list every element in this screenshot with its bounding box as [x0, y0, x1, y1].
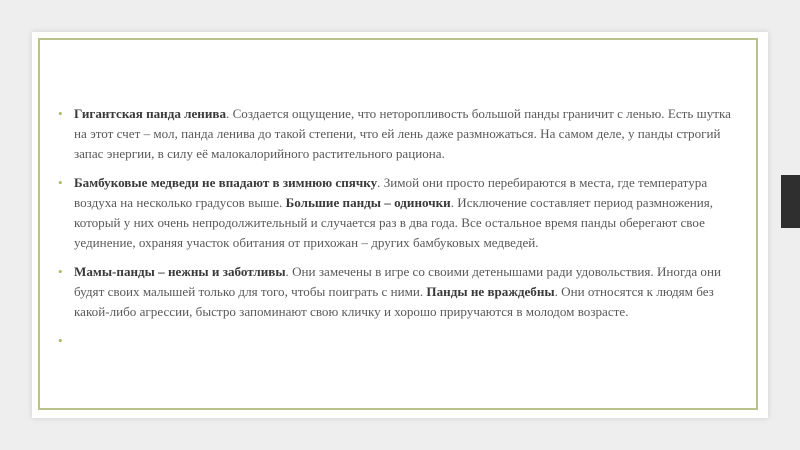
paragraph-text: . Исключение составляет период размножения, который у них очень непродолжительный и случается раз в два года. Все остальное время панды оберегают свое уединение, охраняя участок обитания от прихожан – других бамбуковых медведей.: [74, 195, 714, 250]
paragraph-text: . Зимой они просто перебираются в места, где температура воздуха на несколько градусов выше.: [74, 175, 708, 210]
paragraph-lazy-panda: [58, 104, 734, 164]
bullet-icon: •: [58, 333, 63, 348]
paragraph-subheading: Панды не враждебны: [426, 284, 555, 299]
paragraph-heading: Бамбуковые медведи не впадают в зимнюю спячку: [74, 175, 378, 190]
paragraph-mothers: [58, 262, 734, 322]
paragraph-heading: Мамы-панды – нежны и заботливы: [74, 264, 286, 279]
slide-edge-tab: [781, 175, 800, 228]
slide-content: [58, 104, 734, 360]
paragraph-text: . Создается ощущение, что неторопливость большой панды граничит с ленью. Есть шутка на этот счет – мол, панда ленива до такой степени, что ей лень даже размножаться. На самом деле, у панды строгий запас энергии, в силу её малокалорийного растительного рациона.: [74, 106, 731, 161]
paragraph-no-hibernation: [58, 173, 734, 253]
bullet-icon: •: [58, 175, 63, 190]
paragraph-subheading: Большие панды – одиночки: [285, 195, 451, 210]
bullet-icon: •: [58, 264, 63, 279]
paragraph-heading: Гигантская панда ленива: [74, 106, 227, 121]
paragraph-text: . Они замечены в игре со своими детенышами ради удовольствия. Иногда они будят своих малышей только для того, чтобы поиграть с ними.: [74, 264, 721, 299]
bullet-icon: •: [58, 106, 63, 121]
paragraph-text: . Они относятся к людям без какой-либо агрессии, быстро запоминают свою кличку и хорошо приручаются в молодом возрасте.: [74, 284, 714, 319]
paragraph-empty: [58, 331, 734, 351]
